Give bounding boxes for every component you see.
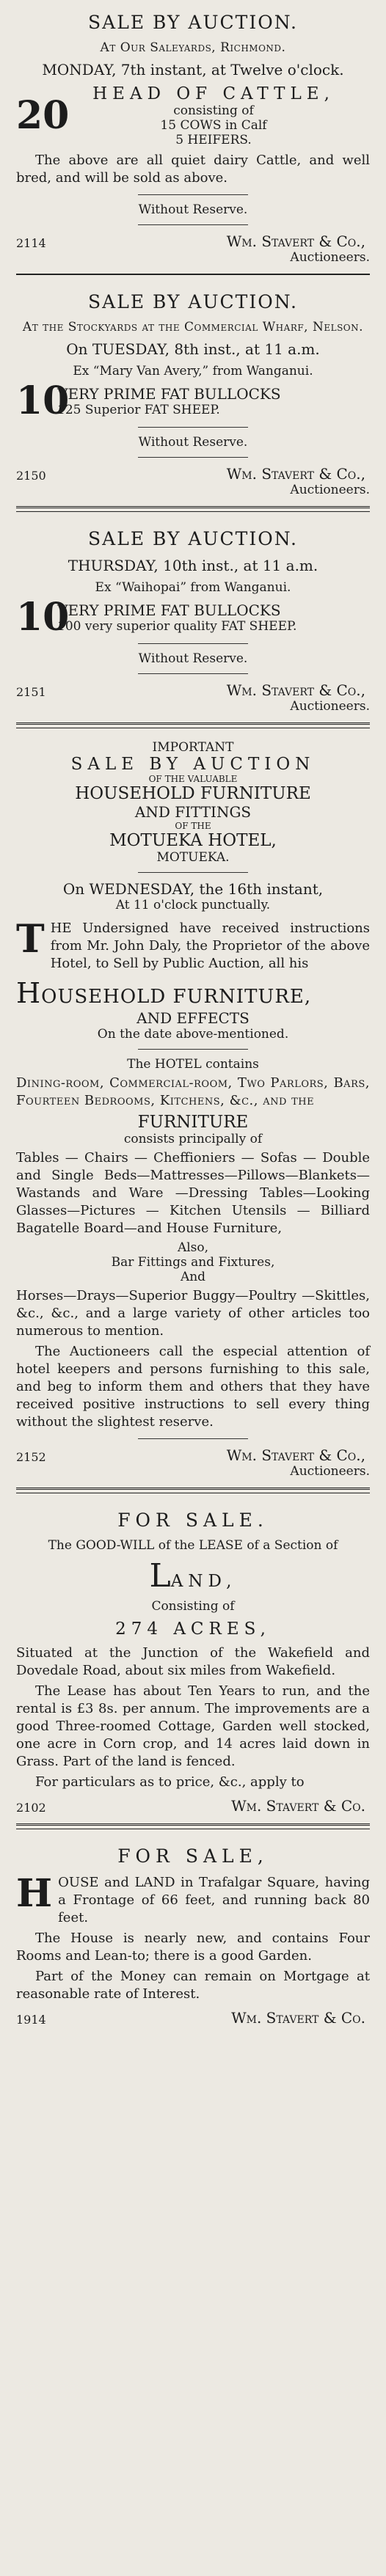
- advert-title: SALE BY AUCTION.: [88, 528, 298, 549]
- consisting-note: Consisting of: [151, 1599, 235, 1614]
- ad-reference-number: 2114: [16, 236, 46, 250]
- consists-note: consists principally of: [123, 1132, 263, 1146]
- advert-title: SALE BY AUCTION.: [88, 12, 298, 33]
- fittings-heading: AND FITTINGS: [134, 803, 252, 821]
- furniture-heading: HOUSEHOLD FURNITURE: [75, 784, 311, 803]
- hotel-town: MOTUEKA.: [156, 850, 230, 865]
- firm-name: Wm. Stavert & Co.,: [226, 681, 365, 699]
- important-label: IMPORTANT: [152, 740, 234, 755]
- horses-list: Horses—Drays—Superior Buggy—Poultry —Skittles, &c., &c., and a large variety of other articles too numerous to mention.: [16, 1288, 370, 1339]
- ship-name: Ex “Mary Van Avery,” from Wanganui.: [73, 364, 313, 378]
- firm-role: Auctioneers.: [290, 699, 370, 714]
- reserve-note: Without Reserve.: [138, 651, 248, 666]
- intro-text: The GOOD-WILL of the LEASE of a Section of: [48, 1538, 338, 1553]
- hf-drop-cap: H: [16, 977, 42, 1009]
- firm-name: Wm. Stavert & Co.,: [226, 465, 365, 483]
- lot-line: 100 very superior quality FAT SHEEP.: [57, 619, 297, 634]
- divider: [16, 506, 370, 512]
- lot-number: 20: [16, 93, 70, 138]
- ad-reference-number: 2150: [16, 469, 46, 483]
- ship-name: Ex “Waihopai” from Wanganui.: [95, 580, 291, 595]
- advert-bullocks-nelson: [16, 279, 370, 502]
- firm-name: Wm. Stavert & Co.: [231, 1797, 365, 1815]
- sale-time: At 11 o'clock punctually.: [115, 898, 271, 912]
- lot-line: consisting of: [173, 103, 254, 118]
- ad-reference-number: 1914: [16, 2013, 46, 2027]
- lot-title: HEAD OF CATTLE,: [92, 84, 335, 103]
- reserve-note: Without Reserve.: [138, 202, 248, 217]
- divider: [16, 722, 370, 728]
- lease-text: The Lease has about Ten Years to run, and the rental is £3 8s. per annum. The improvements are a good Three-roomed Cottage, Garden well stocked, one acre in Corn crop, and 14 acres laid down in Grass. Part of the land is fenced.: [16, 1683, 370, 1769]
- household-heading: [16, 977, 370, 1009]
- sale-location: At the Stockyards at the Commercial Wharf, Nelson.: [22, 320, 364, 334]
- acreage: 274 ACRES,: [115, 1620, 271, 1639]
- advert-title: SALE BY AUCTION: [70, 755, 316, 774]
- firm-role: Auctioneers.: [290, 483, 370, 497]
- hotel-name: MOTUEKA HOTEL,: [109, 831, 277, 850]
- effects-heading: AND EFFECTS: [136, 1009, 250, 1027]
- advert-cattle-richmond: [16, 0, 370, 269]
- intro-text: OUSE and LAND in Trafalgar Square, having a Frontage of 66 feet, and running back 80 feet.: [58, 1875, 370, 1925]
- lot-line: 5 HEIFERS.: [175, 133, 252, 147]
- ad-reference-number: 2152: [16, 1450, 46, 1464]
- divider: [16, 1488, 370, 1493]
- firm-name: Wm. Stavert & Co.: [231, 2009, 365, 2027]
- firm-role: Auctioneers.: [290, 250, 370, 265]
- hotel-contains: The HOTEL contains: [127, 1057, 259, 1072]
- situation-text: Situated at the Junction of the Wakefield and Dovedale Road, about six miles from Wakefield.: [16, 1645, 370, 1678]
- intro-paragraph: [16, 1871, 370, 1927]
- sale-location: At Our Saleyards, Richmond.: [100, 40, 286, 55]
- sale-date: On TUESDAY, 8th inst., at 11 a.m.: [66, 340, 320, 358]
- ad-reference-number: 2102: [16, 1801, 46, 1815]
- lot-description: The above are all quiet dairy Cattle, and well bred, and will be sold as above.: [16, 153, 370, 186]
- bar-fittings: Bar Fittings and Fixtures,: [111, 1255, 275, 1270]
- advert-title: FOR SALE,: [117, 1845, 269, 1867]
- rooms-list: Dining-room, Commercial-room, Two Parlors, Bars, Fourteen Bedrooms, Kitchens, &c., and the: [16, 1075, 370, 1108]
- lot-line: 125 Superior FAT SHEEP.: [57, 403, 220, 417]
- divider: [16, 1823, 370, 1829]
- lot-block: [16, 84, 370, 147]
- firm-name: Wm. Stavert & Co.,: [226, 1446, 365, 1464]
- lot-line: 15 COWS in Calf: [160, 118, 267, 133]
- lot-number: 10: [16, 378, 70, 423]
- ad-reference-number: 2151: [16, 685, 46, 699]
- sale-date: On WEDNESDAY, the 16th instant,: [62, 880, 324, 898]
- furniture-subheading: FURNITURE: [137, 1113, 249, 1132]
- date-note: On the date above-mentioned.: [97, 1027, 289, 1042]
- lot-number: 10: [16, 595, 70, 640]
- house-text: The House is nearly new, and contains Four Rooms and Lean-to; there is a good Garden.: [16, 1931, 370, 1964]
- advert-bullocks-waihopai: [16, 516, 370, 718]
- land-heading: [16, 1557, 370, 1595]
- drop-cap: H: [16, 1871, 53, 1916]
- notice-paragraph: The Auctioneers call the especial attention of hotel keepers and persons furnishing to this sale, and beg to inform them and others that they have received positive instructions to sell every thing without the slightest reserve.: [16, 1344, 370, 1430]
- hf-text: OUSEHOLD FURNITURE,: [41, 986, 312, 1008]
- reserve-note: Without Reserve.: [138, 435, 248, 450]
- items-list: Tables — Chairs — Cheffioniers — Sofas — Double and Single Beds—Mattresses—Pillows—Blankets—Wastands and Ware —Dressing Tables—Looking Glasses—Pictures — Kitchen Utensils — Billiard Bagatelle Board—and House Furniture,: [16, 1150, 370, 1236]
- land-text: AND,: [170, 1572, 237, 1591]
- advert-title: FOR SALE.: [117, 1510, 269, 1531]
- also-label: Also,: [177, 1240, 209, 1255]
- sale-date: THURSDAY, 10th inst., at 11 a.m.: [68, 557, 318, 574]
- lot-line: VERY PRIME FAT BULLOCKS: [57, 385, 281, 403]
- mortgage-text: Part of the Money can remain on Mortgage at reasonable rate of Interest.: [16, 1969, 370, 2002]
- of-the-valuable: OF THE VALUABLE: [148, 774, 238, 784]
- lot-block: [16, 378, 370, 423]
- intro-text: HE Undersigned have received instructions from Mr. John Daly, the Proprietor of the above Hotel, to Sell by Public Auction, all his: [50, 921, 370, 971]
- lot-block: [16, 595, 370, 640]
- firm-role: Auctioneers.: [290, 1464, 370, 1479]
- sale-date: MONDAY, 7th instant, at Twelve o'clock.: [42, 61, 344, 78]
- of-the: OF THE: [175, 821, 211, 831]
- advert-motueka-hotel: [16, 733, 370, 1483]
- and-label: And: [180, 1270, 206, 1284]
- intro-paragraph: [16, 917, 370, 973]
- advert-house-trafalgar: [16, 1834, 370, 2031]
- land-drop-cap: L: [149, 1557, 171, 1595]
- particulars-text: For particulars as to price, &c., apply to: [35, 1774, 305, 1790]
- drop-cap: T: [16, 917, 45, 962]
- firm-name: Wm. Stavert & Co.,: [226, 233, 365, 250]
- divider: [16, 274, 370, 275]
- advert-land-lease: [16, 1498, 370, 1819]
- advert-title: SALE BY AUCTION.: [88, 291, 298, 312]
- lot-line: VERY PRIME FAT BULLOCKS: [57, 601, 281, 619]
